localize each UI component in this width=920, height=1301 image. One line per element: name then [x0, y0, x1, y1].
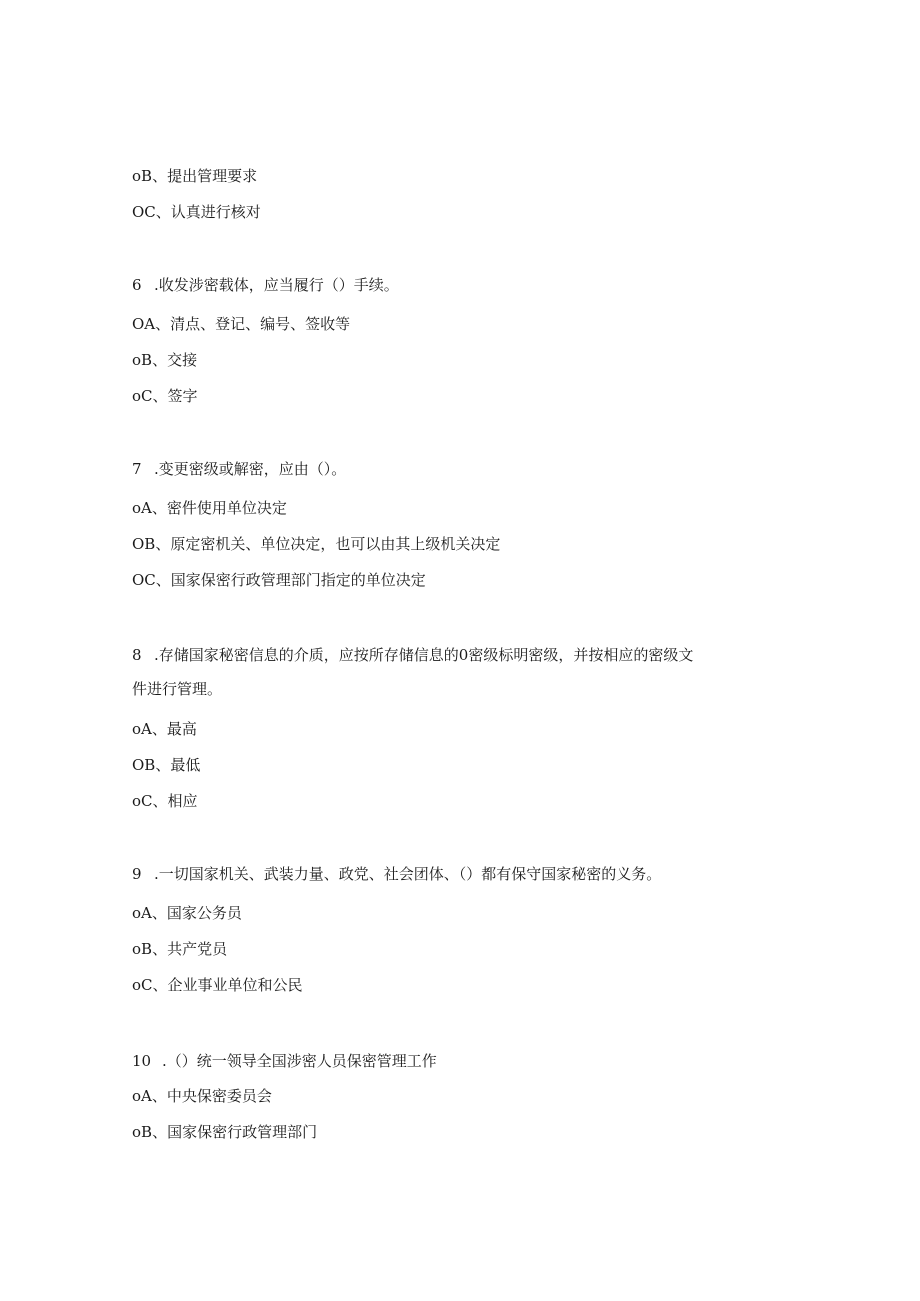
- option-marker: oC: [132, 387, 153, 405]
- option-text: 相应: [167, 792, 198, 810]
- option-text: 提出管理要求: [167, 167, 258, 185]
- question-text: .变更密级或解密，应由（）。: [154, 460, 347, 478]
- option-text: 清点、登记、编号、签收等: [170, 315, 351, 333]
- option-marker: oB: [132, 1123, 153, 1141]
- option-marker: oB: [132, 351, 153, 369]
- option-text: 中央保密委员会: [166, 1087, 272, 1105]
- question-number: 8: [132, 646, 142, 664]
- question-stem: [132, 459, 346, 479]
- question-text: .存储国家秘密信息的介质，应按所存储信息的0密级标明密级，并按相应的密级文: [154, 646, 694, 664]
- option-marker: OB: [132, 535, 156, 553]
- option-item: oA、国家公务员: [132, 904, 242, 922]
- option-text: 最高: [166, 720, 197, 738]
- option-marker: oB: [132, 167, 153, 185]
- question-text: .一切国家机关、武装力量、政党、社会团体、（）都有保守国家秘密的义务。: [154, 865, 662, 883]
- option-text: 密件使用单位决定: [166, 499, 287, 517]
- option-item: OC、国家保密行政管理部门指定的单位决定: [132, 571, 426, 589]
- option-marker: oB: [132, 940, 153, 958]
- option-marker: oC: [132, 792, 153, 810]
- question-number: 7: [132, 460, 142, 478]
- option-item: oA、中央保密委员会: [132, 1087, 272, 1105]
- option-item: OB、原定密机关、单位决定，也可以由其上级机关决定: [132, 535, 501, 553]
- question-stem: [132, 1051, 437, 1071]
- question-number: 10: [132, 1052, 152, 1070]
- option-marker: oA: [132, 720, 152, 738]
- option-text: 企业事业单位和公民: [167, 976, 303, 994]
- question-stem: [132, 645, 693, 665]
- question-text-cont: 件进行管理。: [132, 680, 223, 698]
- question-text: .（）统一领导全国涉密人员保密管理工作: [162, 1052, 437, 1070]
- option-item: OA、清点、登记、编号、签收等: [132, 315, 351, 333]
- option-marker: OA: [132, 315, 156, 333]
- option-text: 签字: [167, 387, 198, 405]
- option-text: 共产党员: [167, 940, 228, 958]
- option-item: oB、国家保密行政管理部门: [132, 1123, 318, 1141]
- option-item: OB、最低: [132, 756, 201, 774]
- option-marker: oC: [132, 976, 153, 994]
- option-text: 国家公务员: [166, 904, 242, 922]
- option-marker: OC: [132, 203, 156, 221]
- option-item: oC、相应: [132, 792, 198, 810]
- option-item: oC、签字: [132, 387, 198, 405]
- option-item: oB、共产党员: [132, 940, 228, 958]
- option-marker: oA: [132, 904, 152, 922]
- option-marker: oA: [132, 499, 152, 517]
- question-stem: [132, 275, 399, 295]
- option-marker: oA: [132, 1087, 152, 1105]
- question-number: 6: [132, 276, 142, 294]
- option-text: 最低: [170, 756, 201, 774]
- option-item: oB、交接: [132, 351, 198, 369]
- option-text: 交接: [167, 351, 198, 369]
- option-item: oA、最高: [132, 720, 197, 738]
- option-item: OC、认真进行核对: [132, 203, 261, 221]
- option-text: 原定密机关、单位决定，也可以由其上级机关决定: [170, 535, 501, 553]
- option-marker: OB: [132, 756, 156, 774]
- option-item: oA、密件使用单位决定: [132, 499, 287, 517]
- option-text: 国家保密行政管理部门指定的单位决定: [170, 571, 426, 589]
- question-text: .收发涉密载体，应当履行（）手续。: [154, 276, 399, 294]
- option-item: oC、企业事业单位和公民: [132, 976, 303, 994]
- option-item: oB、提出管理要求: [132, 167, 258, 185]
- question-stem-continuation: [132, 679, 222, 699]
- option-text: 国家保密行政管理部门: [167, 1123, 318, 1141]
- option-text: 认真进行核对: [170, 203, 261, 221]
- option-marker: OC: [132, 571, 156, 589]
- question-number: 9: [132, 865, 142, 883]
- question-stem: [132, 864, 661, 884]
